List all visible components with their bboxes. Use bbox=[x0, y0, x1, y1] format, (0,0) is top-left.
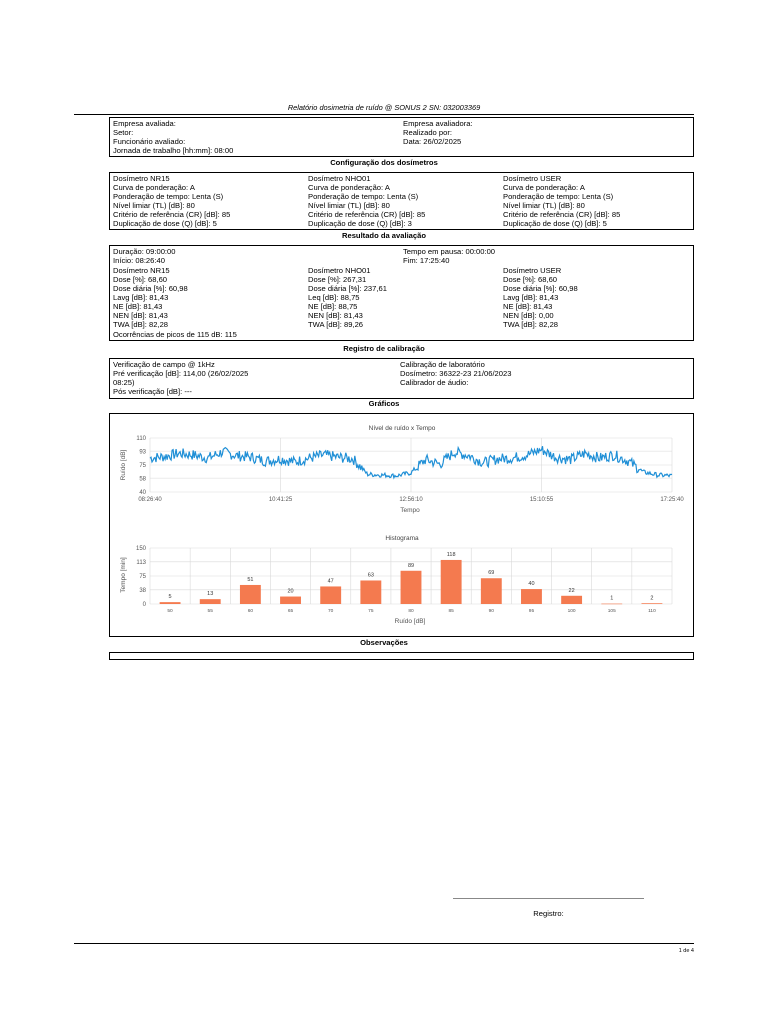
histogram-data-label: 89 bbox=[407, 562, 415, 569]
line-chart-ylabel: Ruído [dB] bbox=[120, 449, 127, 481]
calibration-post: Pós verificação [dB]: --- bbox=[113, 387, 192, 396]
result-box bbox=[109, 245, 694, 341]
histogram-y-tick-label: 75 bbox=[139, 574, 146, 581]
histogram-data-label: 20 bbox=[287, 588, 294, 595]
info-company: Empresa avaliada: bbox=[113, 119, 176, 128]
result-line: Lavg [dB]: 81,43 bbox=[503, 293, 559, 302]
config-line: Critério de referência (CR) [dB]: 85 bbox=[503, 210, 621, 219]
calibration-pre-time: 08:25) bbox=[113, 378, 135, 387]
graphs-box bbox=[109, 413, 694, 637]
histogram-data-label: 47 bbox=[327, 578, 334, 585]
histogram-x-tick-label: 50 bbox=[167, 609, 173, 614]
calibration-dosimeter: Dosímetro: 36322-23 21/06/2023 bbox=[400, 369, 512, 378]
histogram-data-label: 22 bbox=[568, 587, 575, 594]
calibration-lab-title: Calibração de laboratório bbox=[400, 360, 485, 369]
info-employee: Funcionário avaliado: bbox=[113, 137, 186, 146]
config-box bbox=[109, 172, 694, 230]
config-line: Nível limiar (TL) [dB]: 80 bbox=[308, 201, 390, 210]
config-line: Dosímetro NHO01 bbox=[308, 174, 371, 183]
histogram-x-tick-label: 100 bbox=[567, 609, 576, 614]
result-peaks: Ocorrências de picos de 115 dB: 115 bbox=[113, 330, 237, 339]
config-line: Duplicação de dose (Q) [dB]: 5 bbox=[113, 219, 217, 228]
line-y-tick-label: 40 bbox=[139, 490, 146, 497]
line-x-tick-label: 12:56:10 bbox=[399, 497, 423, 503]
histogram-bar bbox=[481, 578, 502, 604]
line-y-tick-label: 93 bbox=[139, 449, 146, 456]
histogram-bar bbox=[641, 603, 662, 604]
page-number: 1 de 4 bbox=[678, 948, 694, 954]
calibration-heading: Registro de calibração bbox=[343, 344, 425, 353]
config-line: Ponderação de tempo: Lenta (S) bbox=[503, 192, 614, 201]
line-chart-x-ticks bbox=[138, 497, 684, 503]
result-line: NEN [dB]: 81,43 bbox=[308, 311, 363, 320]
config-line: Duplicação de dose (Q) [dB]: 5 bbox=[503, 219, 607, 228]
calibration-box bbox=[109, 358, 694, 399]
result-line: Dose diária [%]: 237,61 bbox=[308, 284, 387, 293]
config-line: Curva de ponderação: A bbox=[503, 183, 585, 192]
histogram-x-tick-label: 95 bbox=[528, 609, 535, 614]
histogram-data-label: 69 bbox=[488, 570, 495, 577]
histogram-bar bbox=[441, 560, 462, 604]
footer-rule bbox=[74, 943, 694, 944]
histogram-bar bbox=[601, 604, 622, 605]
histogram-y-tick-label: 113 bbox=[136, 560, 146, 567]
histogram-x-tick-label: 110 bbox=[648, 609, 656, 614]
histogram-data-label: 40 bbox=[528, 581, 535, 588]
line-chart-title: Nível de ruído x Tempo bbox=[368, 425, 436, 432]
observations-heading: Observações bbox=[360, 638, 408, 647]
result-line: Dose [%]: 267,31 bbox=[308, 275, 367, 284]
calibration-pre: Pré verificação [dB]: 114,00 (26/02/2025 bbox=[113, 369, 249, 378]
config-line: Dosímetro USER bbox=[503, 174, 562, 183]
histogram-ylabel: Tempo [min] bbox=[120, 557, 127, 593]
result-line: Dose [%]: 68,60 bbox=[113, 275, 168, 284]
result-line: TWA [dB]: 82,28 bbox=[113, 320, 169, 329]
histogram-bar bbox=[320, 586, 341, 604]
line-x-tick-label: 10:41:25 bbox=[268, 497, 293, 503]
observations-box bbox=[109, 652, 694, 660]
charts-svg bbox=[109, 413, 694, 637]
histogram-x-tick-label: 90 bbox=[488, 609, 494, 614]
calibration-audio: Calibrador de áudio: bbox=[400, 378, 469, 387]
config-line: Nível limiar (TL) [dB]: 80 bbox=[503, 201, 585, 210]
config-line: Curva de ponderação: A bbox=[113, 183, 195, 192]
result-line: Dosímetro NR15 bbox=[113, 266, 170, 275]
signature-label: Registro: bbox=[533, 909, 564, 918]
histogram-data-label: 118 bbox=[446, 551, 456, 558]
histogram-y-tick-label: 38 bbox=[139, 588, 146, 595]
histogram-xlabel: Ruído [dB] bbox=[394, 618, 426, 625]
histogram-bars bbox=[160, 552, 663, 614]
histogram-bar bbox=[160, 602, 181, 604]
report-title: Relatório dosimetria de ruído @ SONUS 2 SN: 032003369 bbox=[287, 103, 481, 112]
histogram-y-ticks bbox=[136, 546, 147, 608]
histogram-data-label: 63 bbox=[367, 572, 374, 579]
result-line: Dose [%]: 68,60 bbox=[503, 275, 558, 284]
result-start: Início: 08:26:40 bbox=[113, 256, 165, 265]
histogram-x-tick-label: 105 bbox=[607, 609, 616, 614]
result-duration: Duração: 09:00:00 bbox=[113, 247, 176, 256]
result-line: NE [dB]: 81,43 bbox=[113, 302, 163, 311]
line-chart-grid bbox=[150, 438, 672, 492]
histogram-bar bbox=[360, 580, 381, 604]
line-y-tick-label: 110 bbox=[136, 436, 146, 443]
line-chart-y-ticks bbox=[136, 436, 146, 496]
config-line: Nível limiar (TL) [dB]: 80 bbox=[113, 201, 195, 210]
title-rule bbox=[74, 114, 694, 115]
histogram-data-label: 1 bbox=[610, 595, 614, 602]
info-box bbox=[109, 117, 694, 157]
result-line: TWA [dB]: 82,28 bbox=[503, 320, 559, 329]
histogram-x-tick-label: 60 bbox=[247, 609, 254, 614]
histogram-bar bbox=[521, 589, 542, 604]
result-line: Dose diária [%]: 60,98 bbox=[113, 284, 188, 293]
info-date: Data: 26/02/2025 bbox=[403, 137, 462, 146]
config-line: Critério de referência (CR) [dB]: 85 bbox=[113, 210, 231, 219]
histogram-x-tick-label: 75 bbox=[368, 609, 374, 614]
histogram-bar bbox=[240, 585, 261, 604]
histogram-bar bbox=[561, 596, 582, 604]
line-x-tick-label: 17:25:40 bbox=[660, 497, 684, 503]
result-line: Lavg [dB]: 81,43 bbox=[113, 293, 169, 302]
histogram-data-label: 51 bbox=[247, 576, 254, 583]
graphs-heading: Gráficos bbox=[368, 399, 400, 408]
info-evaluator: Empresa avaliadora: bbox=[403, 119, 473, 128]
line-chart-xlabel: Tempo bbox=[400, 507, 420, 514]
result-pause: Tempo em pausa: 00:00:00 bbox=[403, 247, 496, 256]
histogram-bar bbox=[280, 597, 301, 604]
histogram-x-tick-label: 70 bbox=[328, 609, 334, 614]
result-line: NE [dB]: 88,75 bbox=[308, 302, 358, 311]
info-sector: Setor: bbox=[113, 128, 134, 137]
config-line: Critério de referência (CR) [dB]: 85 bbox=[308, 210, 426, 219]
line-y-tick-label: 58 bbox=[139, 476, 146, 483]
histogram-data-label: 13 bbox=[207, 591, 214, 598]
line-x-tick-label: 08:26:40 bbox=[138, 497, 162, 503]
result-heading: Resultado da avaliação bbox=[342, 231, 426, 240]
config-line: Dosímetro NR15 bbox=[113, 174, 170, 183]
histogram-x-tick-label: 55 bbox=[207, 609, 213, 614]
result-line: NEN [dB]: 81,43 bbox=[113, 311, 168, 320]
calibration-field-title: Verificação de campo @ 1kHz bbox=[113, 360, 215, 369]
histogram-data-label: 2 bbox=[650, 595, 654, 602]
histogram-y-tick-label: 150 bbox=[135, 546, 146, 553]
signature-line bbox=[453, 898, 644, 899]
result-line: Dosímetro NHO01 bbox=[308, 266, 371, 275]
result-end: Fim: 17:25:40 bbox=[403, 256, 450, 265]
config-line: Curva de ponderação: A bbox=[308, 183, 390, 192]
histogram-x-tick-label: 65 bbox=[287, 609, 294, 614]
line-x-tick-label: 15:10:55 bbox=[529, 497, 554, 503]
line-y-tick-label: 75 bbox=[139, 463, 146, 470]
info-workday: Jornada de trabalho [hh:mm]: 08:00 bbox=[113, 146, 234, 155]
histogram-bar bbox=[401, 571, 422, 604]
histogram-data-label: 5 bbox=[168, 594, 172, 601]
histogram-x-tick-label: 80 bbox=[408, 609, 414, 614]
histogram-y-tick-label: 0 bbox=[142, 602, 146, 609]
config-line: Duplicação de dose (Q) [dB]: 3 bbox=[308, 219, 412, 228]
result-line: NE [dB]: 81,43 bbox=[503, 302, 553, 311]
result-line: TWA [dB]: 89,26 bbox=[308, 320, 364, 329]
result-line: Leq [dB]: 88,75 bbox=[308, 293, 360, 302]
histogram-title: Histograma bbox=[385, 535, 419, 542]
info-performed-by: Realizado por: bbox=[403, 128, 452, 137]
result-line: Dosímetro USER bbox=[503, 266, 562, 275]
result-line: NEN [dB]: 0,00 bbox=[503, 311, 554, 320]
result-line: Dose diária [%]: 60,98 bbox=[503, 284, 578, 293]
histogram-x-tick-label: 85 bbox=[448, 609, 454, 614]
config-line: Ponderação de tempo: Lenta (S) bbox=[308, 192, 419, 201]
histogram-bar bbox=[200, 599, 221, 604]
config-heading: Configuração dos dosímetros bbox=[330, 158, 438, 167]
config-line: Ponderação de tempo: Lenta (S) bbox=[113, 192, 224, 201]
